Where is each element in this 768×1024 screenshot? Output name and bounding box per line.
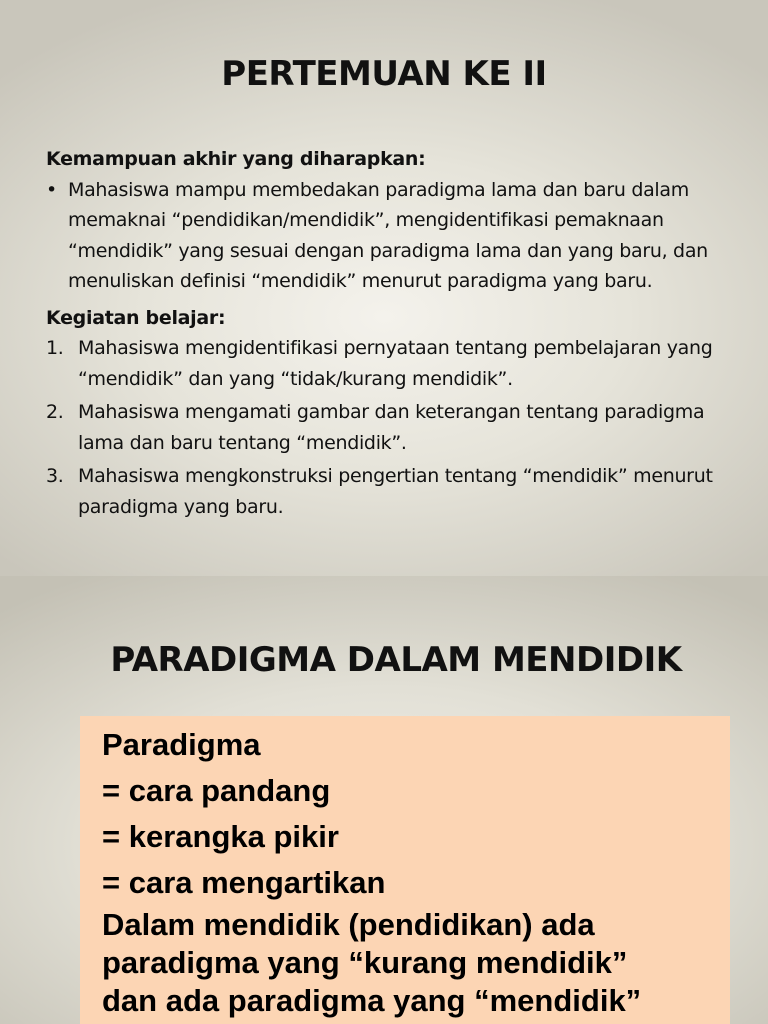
definition-line: Paradigma xyxy=(102,727,261,762)
activity-item xyxy=(46,333,736,394)
activities-heading: Kegiatan belajar: xyxy=(46,306,226,329)
definition-line: = kerangka pikir xyxy=(102,819,339,854)
objective-text: Mahasiswa mampu membedakan paradigma lama dan baru dalam memaknai “pendidikan/mendidik”, mengidentifikasi pemaknaan “mendidik” yang sesuai dengan paradigma lama dan yang baru, dan menuliskan definisi “mendidik” menurut paradigma yang baru. xyxy=(68,178,708,292)
definition-line: = cara pandang xyxy=(102,773,331,808)
definition-line: Dalam mendidik (pendidikan) ada xyxy=(102,907,595,942)
activity-number: 1. xyxy=(46,337,64,359)
definition-line: dan ada paradigma yang “mendidik” xyxy=(102,983,642,1018)
activity-item xyxy=(46,461,736,522)
activity-number: 2. xyxy=(46,401,64,423)
slide-title: PERTEMUAN KE II xyxy=(221,54,547,94)
slide-title: PARADIGMA DALAM MENDIDIK xyxy=(110,640,682,680)
activity-text: Mahasiswa mengamati gambar dan keterangan tentang paradigma lama dan baru tentang “mendidik”. xyxy=(78,401,705,454)
definition-text xyxy=(102,722,722,1020)
slide-paradigma xyxy=(0,576,768,1024)
bullet-icon: • xyxy=(46,178,57,201)
activity-item xyxy=(46,397,736,458)
definition-line: paradigma yang “kurang mendidik” xyxy=(102,945,628,980)
definition-box xyxy=(80,716,730,1024)
definition-line: = cara mengartikan xyxy=(102,865,386,900)
objectives-heading: Kemampuan akhir yang diharapkan: xyxy=(46,148,426,170)
activity-number: 3. xyxy=(46,465,64,487)
slide-content xyxy=(46,144,736,525)
activity-text: Mahasiswa mengkonstruksi pengertian tentang “mendidik” menurut paradigma yang baru. xyxy=(78,465,713,518)
objective-bullet xyxy=(46,175,736,297)
activity-text: Mahasiswa mengidentifikasi pernyataan tentang pembelajaran yang “mendidik” dan yang “tidak/kurang mendidik”. xyxy=(78,337,713,390)
